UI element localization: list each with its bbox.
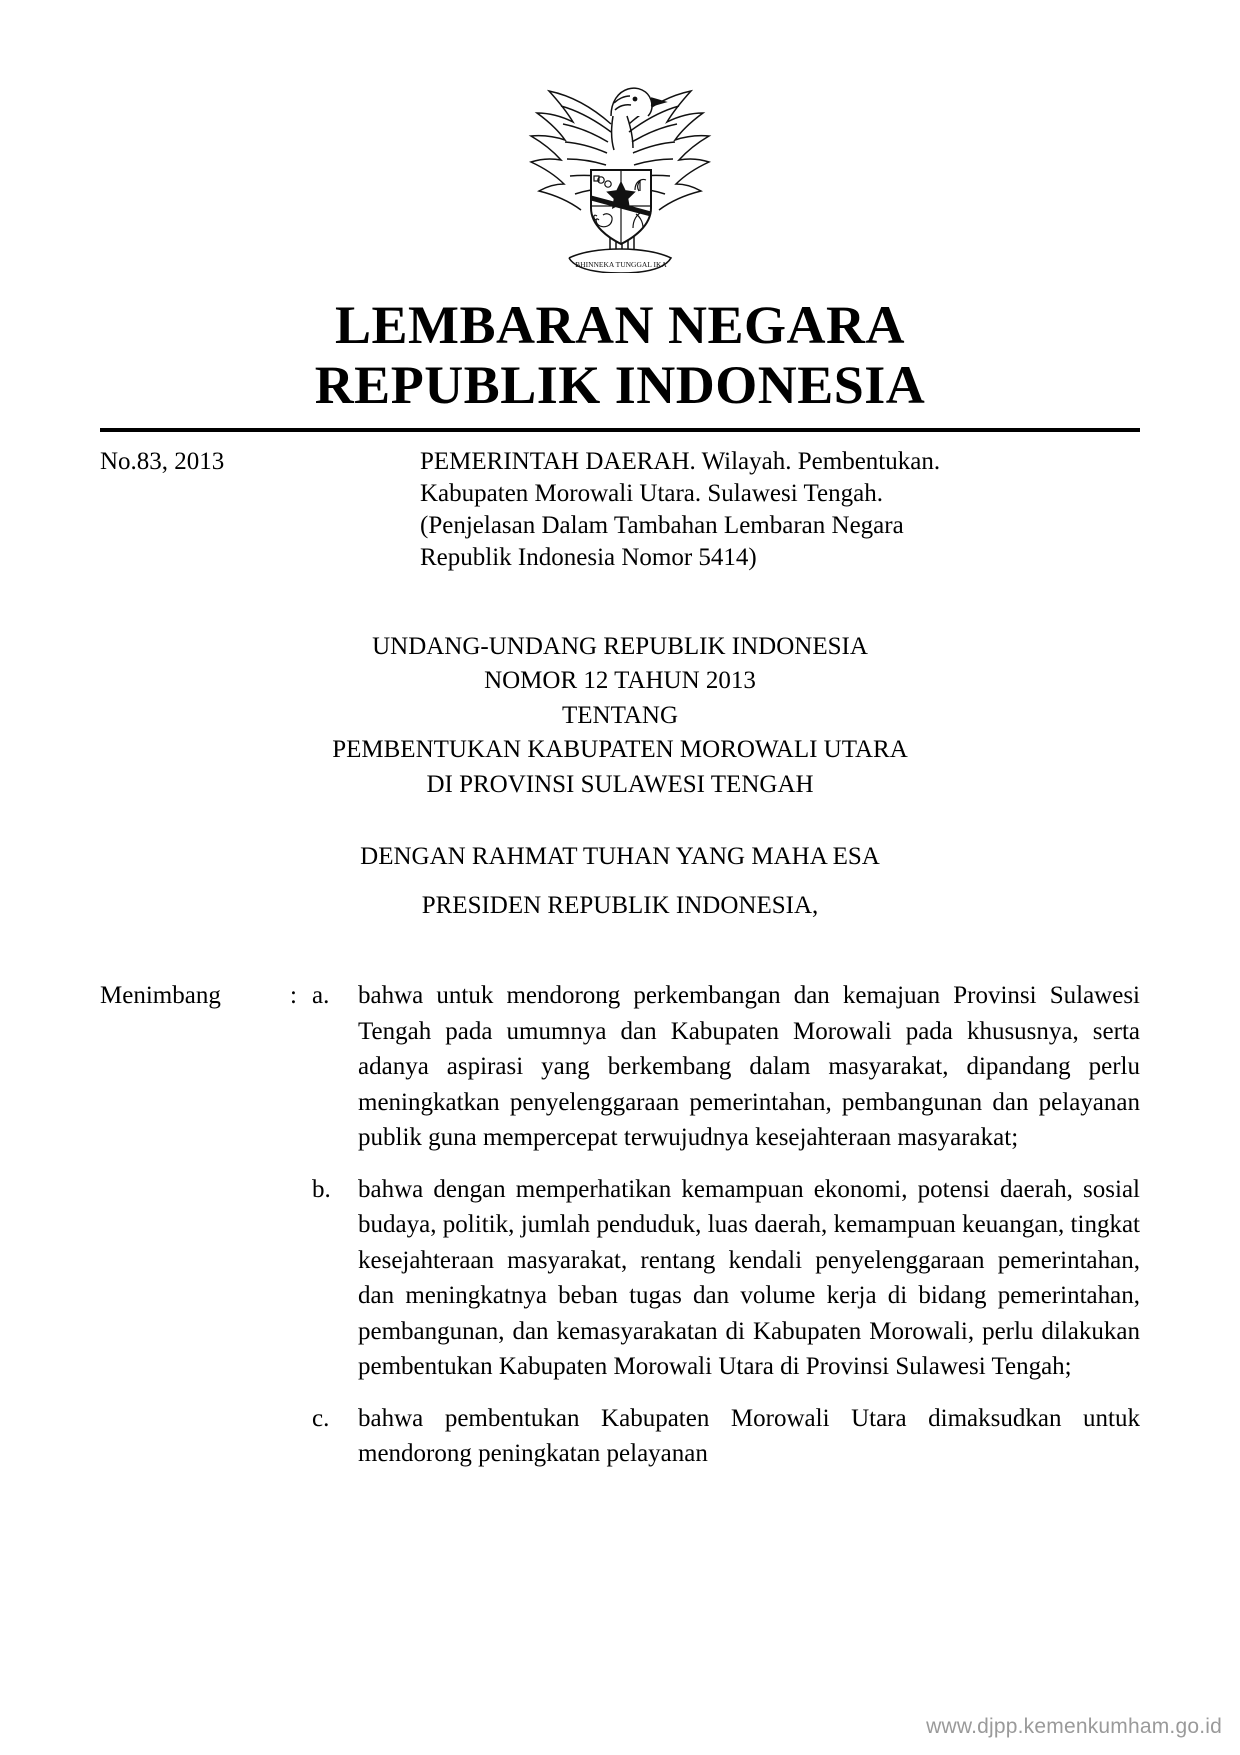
law-title-line-4: PEMBENTUKAN KABUPATEN MOROWALI UTARA	[332, 736, 908, 764]
law-title-line-3: TENTANG	[561, 701, 679, 729]
masthead-title	[100, 295, 1140, 416]
subject-line: PEMERINTAH DAERAH. Wilayah. Pembentukan.	[420, 447, 941, 475]
gazette-header	[100, 446, 1140, 574]
gazette-number: No.83, 2013	[100, 447, 225, 475]
considerations-section	[100, 978, 1140, 1472]
item-text: bahwa dengan memperhatikan kemampuan ekonomi, potensi daerah, sosial budaya, politik, jumlah penduduk, luas daerah, kemampuan keuangan, tingkat kesejahteraan masyarakat, rentang kendali penyelenggaraan pemerintahan, dan meningkatnya beban tugas dan volume kerja di bidang pemerintahan, pembangunan, dan kemasyarakatan di Kabupaten Morowali, perlu dilakukan pembentukan Kabupaten Morowali Utara di Provinsi Sulawesi Tengah;	[358, 1175, 1140, 1381]
law-title-block	[100, 630, 1140, 803]
emblem-container	[100, 0, 1140, 273]
invocation-block	[100, 840, 1140, 923]
subject-line: Kabupaten Morowali Utara. Sulawesi Tengah.	[420, 479, 883, 507]
item-marker: a.	[312, 982, 330, 1010]
law-title-line-2: NOMOR 12 TAHUN 2013	[484, 667, 756, 695]
masthead-line-2: REPUBLIK INDONESIA	[314, 355, 926, 416]
item-marker: b.	[312, 1175, 331, 1203]
garuda-pancasila-emblem	[515, 58, 725, 273]
law-title-line-1: UNDANG-UNDANG REPUBLIK INDONESIA	[372, 632, 868, 660]
considerations-colon: :	[290, 982, 297, 1010]
item-marker: c.	[312, 1404, 330, 1432]
consideration-item-b	[100, 1172, 1140, 1385]
masthead-divider	[100, 428, 1140, 432]
item-text: bahwa pembentukan Kabupaten Morowali Utara dimaksudkan untuk mendorong peningkatan pelayanan	[358, 1404, 1140, 1468]
subject-line: (Penjelasan Dalam Tambahan Lembaran Negara	[420, 511, 904, 539]
law-title-line-5: DI PROVINSI SULAWESI TENGAH	[426, 770, 814, 798]
item-text: bahwa untuk mendorong perkembangan dan kemajuan Provinsi Sulawesi Tengah pada umumnya dan Kabupaten Morowali pada khususnya, serta adanya aspirasi yang berkembang dalam masyarakat, dipandang perlu meningkatkan penyelenggaraan pemerintahan, pembangunan dan pelayanan publik guna mempercepat terwujudnya kesejahteraan masyarakat;	[358, 982, 1140, 1152]
consideration-item-a	[100, 978, 1140, 1156]
president-line: PRESIDEN REPUBLIK INDONESIA,	[421, 891, 819, 919]
masthead-line-1: LEMBARAN NEGARA	[334, 295, 906, 355]
subject-line: Republik Indonesia Nomor 5414)	[420, 543, 757, 571]
footer-watermark: www.djpp.kemenkumham.go.id	[926, 1715, 1222, 1738]
blessing-line: DENGAN RAHMAT TUHAN YANG MAHA ESA	[360, 843, 880, 871]
considerations-label: Menimbang	[100, 982, 221, 1010]
emblem-motto-text: BHINNEKA TUNGGAL IKA	[575, 260, 667, 269]
consideration-item-c	[100, 1401, 1140, 1472]
gazette-subject	[420, 446, 1140, 574]
